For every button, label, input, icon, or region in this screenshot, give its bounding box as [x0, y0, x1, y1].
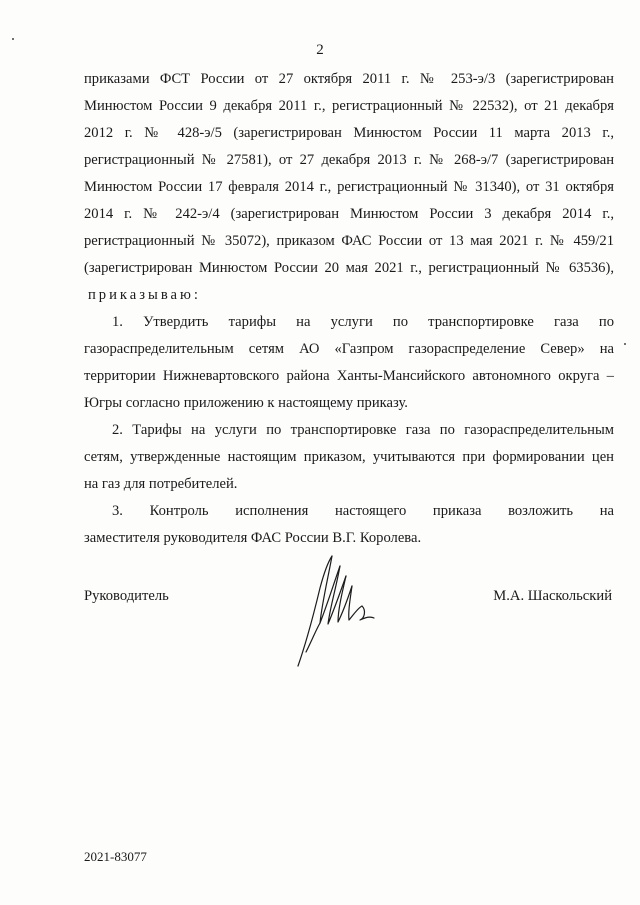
intro-paragraph: [84, 66, 614, 309]
item-1: [84, 309, 614, 417]
text-line: 3. Контроль исполнения настоящего приказа возложить на: [112, 503, 614, 519]
signatory-title: Руководитель: [84, 588, 169, 604]
page-number: 2: [316, 42, 324, 58]
text-line: регистрационный № 27581), от 27 декабря 2013 г. № 268-э/7 (зарегистрирован: [84, 152, 614, 168]
text-line: 2012 г. № 428-э/5 (зарегистрирован Минюстом России 11 марта 2013 г.,: [84, 125, 614, 141]
text-line: заместителя руководителя ФАС России В.Г. Королева.: [84, 530, 422, 546]
text-line: приказами ФСТ России от 27 октября 2011 г. № 253-э/3 (зарегистрирован: [84, 71, 614, 87]
text-line: (зарегистрирован Минюстом России 20 мая 2021 г., регистрационный № 63536),: [84, 260, 614, 276]
scan-speck: [624, 343, 626, 345]
handwritten-signature: [292, 548, 382, 673]
text-line: 2. Тарифы на услуги по транспортировке газа по газораспределительным: [112, 422, 614, 438]
text-line: регистрационный № 35072), приказом ФАС России от 13 мая 2021 г. № 459/21: [84, 233, 614, 249]
scan-speck: [12, 38, 14, 40]
signatory-name: М.А. Шаскольский: [493, 588, 612, 604]
text-line: Минюстом России 9 декабря 2011 г., регистрационный № 22532), от 21 декабря: [84, 98, 614, 114]
text-line: территории Нижневартовского района Ханты-Мансийского автономного округа –: [84, 368, 614, 384]
order-word: приказываю:: [88, 287, 201, 303]
document-code: 2021-83077: [84, 849, 147, 864]
text-line: сетям, утвержденные настоящим приказом, учитываются при формировании цен: [84, 449, 614, 465]
item-3: [84, 498, 614, 552]
order-body: [84, 66, 614, 552]
text-line: на газ для потребителей.: [84, 476, 238, 492]
text-line: 1. Утвердить тарифы на услуги по транспортировке газа по: [112, 314, 614, 330]
item-2: [84, 417, 614, 498]
text-line: Югры согласно приложению к настоящему приказу.: [84, 395, 408, 411]
text-line: газораспределительным сетям АО «Газпром газораспределение Север» на: [84, 341, 614, 357]
text-line: Минюстом России 17 февраля 2014 г., регистрационный № 31340), от 31 октября: [84, 179, 614, 195]
text-line: 2014 г. № 242-э/4 (зарегистрирован Минюстом России 3 декабря 2014 г.,: [84, 206, 614, 222]
